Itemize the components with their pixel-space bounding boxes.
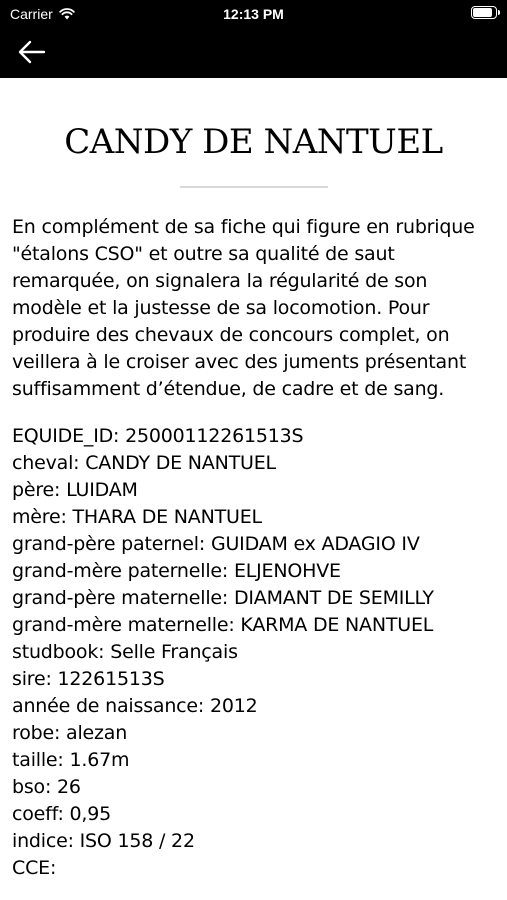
detail-label: taille: bbox=[12, 749, 64, 771]
horse-detail bbox=[12, 78, 495, 882]
detail-row bbox=[12, 855, 495, 882]
detail-label: grand-mère paternelle: bbox=[12, 560, 229, 582]
detail-value: alezan bbox=[66, 722, 128, 744]
detail-label: année de naissance: bbox=[12, 695, 205, 717]
detail-row bbox=[12, 828, 495, 855]
detail-label: mère: bbox=[12, 506, 67, 528]
detail-value: THARA DE NANTUEL bbox=[72, 506, 262, 528]
detail-row bbox=[12, 531, 495, 558]
detail-label: CCE: bbox=[12, 857, 57, 879]
detail-value: ISO 158 / 22 bbox=[79, 830, 195, 852]
detail-value: 0,95 bbox=[69, 803, 112, 825]
detail-value: DIAMANT DE SEMILLY bbox=[233, 587, 434, 609]
detail-value: 12261513S bbox=[57, 668, 165, 690]
detail-label: studbook: bbox=[12, 641, 105, 663]
detail-row bbox=[12, 504, 495, 531]
horse-description: En complément de sa fiche qui figure en rubrique "étalons CSO" et outre sa qualité de saut remarquée, on signalera la régularité de son modèle et la justesse de sa locomotion. Pour produire des chevaux de concours complet, on veillera à le croiser avec des juments présentant suffisamment d’étendue, de cadre et de sang. bbox=[12, 216, 475, 400]
detail-label: sire: bbox=[12, 668, 52, 690]
carrier-label: Carrier bbox=[10, 6, 53, 22]
detail-label: bso: bbox=[12, 776, 52, 798]
detail-value: CANDY DE NANTUEL bbox=[85, 452, 276, 474]
detail-row bbox=[12, 720, 495, 747]
detail-value: 1.67m bbox=[69, 749, 130, 771]
detail-value: LUIDAM bbox=[66, 479, 138, 501]
detail-label: père: bbox=[12, 479, 61, 501]
detail-row bbox=[12, 450, 495, 477]
arrow-left-icon bbox=[16, 38, 48, 66]
detail-label: coeff: bbox=[12, 803, 64, 825]
detail-label: grand-père paternel: bbox=[12, 533, 206, 555]
detail-label: robe: bbox=[12, 722, 61, 744]
back-button[interactable] bbox=[16, 38, 48, 66]
detail-row bbox=[12, 639, 495, 666]
detail-row bbox=[12, 585, 495, 612]
detail-value: ELJENOHVE bbox=[233, 560, 341, 582]
detail-value: KARMA DE NANTUEL bbox=[240, 614, 434, 636]
page-title: CANDY DE NANTUEL bbox=[64, 122, 443, 162]
title-divider bbox=[180, 186, 328, 188]
detail-row bbox=[12, 558, 495, 585]
detail-label: indice: bbox=[12, 830, 74, 852]
status-time: 12:13 PM bbox=[223, 6, 284, 22]
detail-row bbox=[12, 801, 495, 828]
detail-row bbox=[12, 477, 495, 504]
detail-row bbox=[12, 612, 495, 639]
detail-label: cheval: bbox=[12, 452, 80, 474]
horse-details-list bbox=[12, 423, 495, 882]
navigation-bar bbox=[0, 0, 507, 78]
detail-label: grand-père maternelle: bbox=[12, 587, 229, 609]
detail-value: 26 bbox=[57, 776, 81, 798]
detail-label: EQUIDE_ID: bbox=[12, 425, 120, 447]
detail-row bbox=[12, 774, 495, 801]
status-bar bbox=[0, 0, 507, 28]
battery-icon bbox=[471, 6, 497, 19]
detail-row bbox=[12, 423, 495, 450]
detail-value: 2012 bbox=[209, 695, 258, 717]
detail-row bbox=[12, 693, 495, 720]
detail-value: 25000112261513S bbox=[125, 425, 304, 447]
detail-label: grand-mère maternelle: bbox=[12, 614, 235, 636]
detail-value: Selle Français bbox=[110, 641, 238, 663]
detail-value: GUIDAM ex ADAGIO IV bbox=[210, 533, 420, 555]
detail-row bbox=[12, 747, 495, 774]
detail-row bbox=[12, 666, 495, 693]
